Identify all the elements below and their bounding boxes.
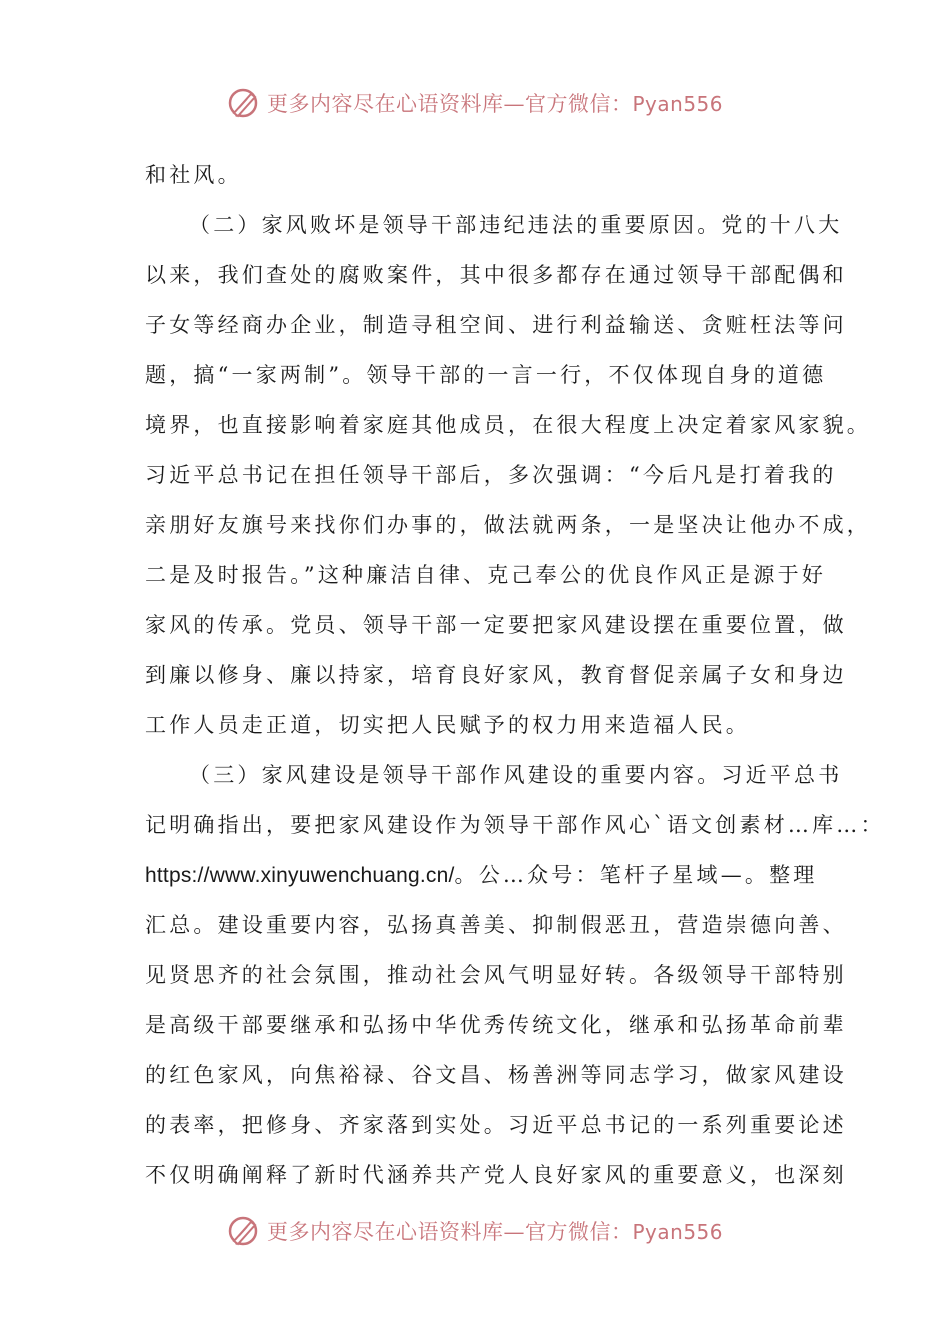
body-line: 习近平总书记在担任领导干部后，多次强调：“今后凡是打着我的 <box>145 463 837 487</box>
footer-banner-text <box>267 1216 723 1246</box>
footer-banner-wechat: 官方微信： <box>524 1220 633 1244</box>
body-line: 汇总。建设重要内容，弘扬真善美、抑制假恶丑，营造崇德向善、 <box>145 913 847 937</box>
body-line: 境界，也直接影响着家庭其他成员，在很大程度上决定着家风家貌。 <box>145 413 871 437</box>
body-line: 子女等经商办企业，制造寻租空间、进行利益输送、贪赃枉法等问 <box>145 313 847 337</box>
paragraph-3-start: （三）家风建设是领导干部作风建设的重要内容。习近平总书 <box>189 763 843 787</box>
header-banner <box>0 78 950 128</box>
footer-banner-main: 更多内容尽在心语资料库 <box>266 1220 504 1244</box>
body-line: 不仅明确阐释了新时代涵养共产党人良好家风的重要意义，也深刻 <box>145 1163 847 1187</box>
body-line: 见贤思齐的社会氛围，推动社会风气明显好转。各级领导干部特别 <box>145 963 847 987</box>
body-line: 的红色家风，向焦裕禄、谷文昌、杨善洲等同志学习，做家风建设 <box>145 1063 847 1087</box>
website-url: https://www.xinyuwenchuang.cn/ <box>145 864 455 887</box>
body-line: 以来，我们查处的腐败案件，其中很多都存在通过领导干部配偶和 <box>145 263 847 287</box>
body-line: 题，搞“一家两制”。领导干部的一言一行，不仅体现自身的道德 <box>145 363 827 387</box>
footer-banner <box>0 1206 950 1256</box>
body-line: 的表率，把修身、齐家落到实处。习近平总书记的一系列重要论述 <box>145 1113 847 1137</box>
body-line: 家风的传承。党员、领导干部一定要把家风建设摆在重要位置，做 <box>145 613 847 637</box>
pen-logo-icon <box>227 86 261 120</box>
footer-banner-sep: — <box>503 1220 525 1244</box>
body-line: 是高级干部要继承和弘扬中华优秀传统文化，继承和弘扬革命前辈 <box>145 1013 847 1037</box>
pen-logo-icon <box>227 1214 261 1248</box>
header-banner-id: Pyan556 <box>632 92 723 116</box>
body-line: 亲朋好友旗号来找你们办事的，做法就两条，一是坚决让他办不成， <box>145 513 871 537</box>
body-line-with-url <box>145 850 825 900</box>
header-banner-wechat: 官方微信： <box>524 92 633 116</box>
header-banner-text <box>267 88 723 118</box>
paragraph-2-start: （二）家风败坏是领导干部违纪违法的重要原因。党的十八大 <box>189 213 843 237</box>
document-body <box>145 150 885 1200</box>
body-line: 到廉以修身、廉以持家，培育良好家风，教育督促亲属子女和身边 <box>145 663 847 687</box>
body-line: 二是及时报告。”这种廉洁自律、克己奉公的优良作风正是源于好 <box>145 563 827 587</box>
body-line-url-tail: 。公…众号：笔杆子星域—。整理 <box>454 863 818 887</box>
body-line: 工作人员走正道，切实把人民赋予的权力用来造福人民。 <box>145 713 750 737</box>
header-banner-main: 更多内容尽在心语资料库 <box>266 92 504 116</box>
header-banner-sep: — <box>503 92 525 116</box>
footer-banner-id: Pyan556 <box>632 1220 723 1244</box>
body-line: 记明确指出，要把家风建设作为领导干部作风心`语文创素材…库…： <box>145 813 885 837</box>
body-line: 和社风。 <box>145 163 242 187</box>
